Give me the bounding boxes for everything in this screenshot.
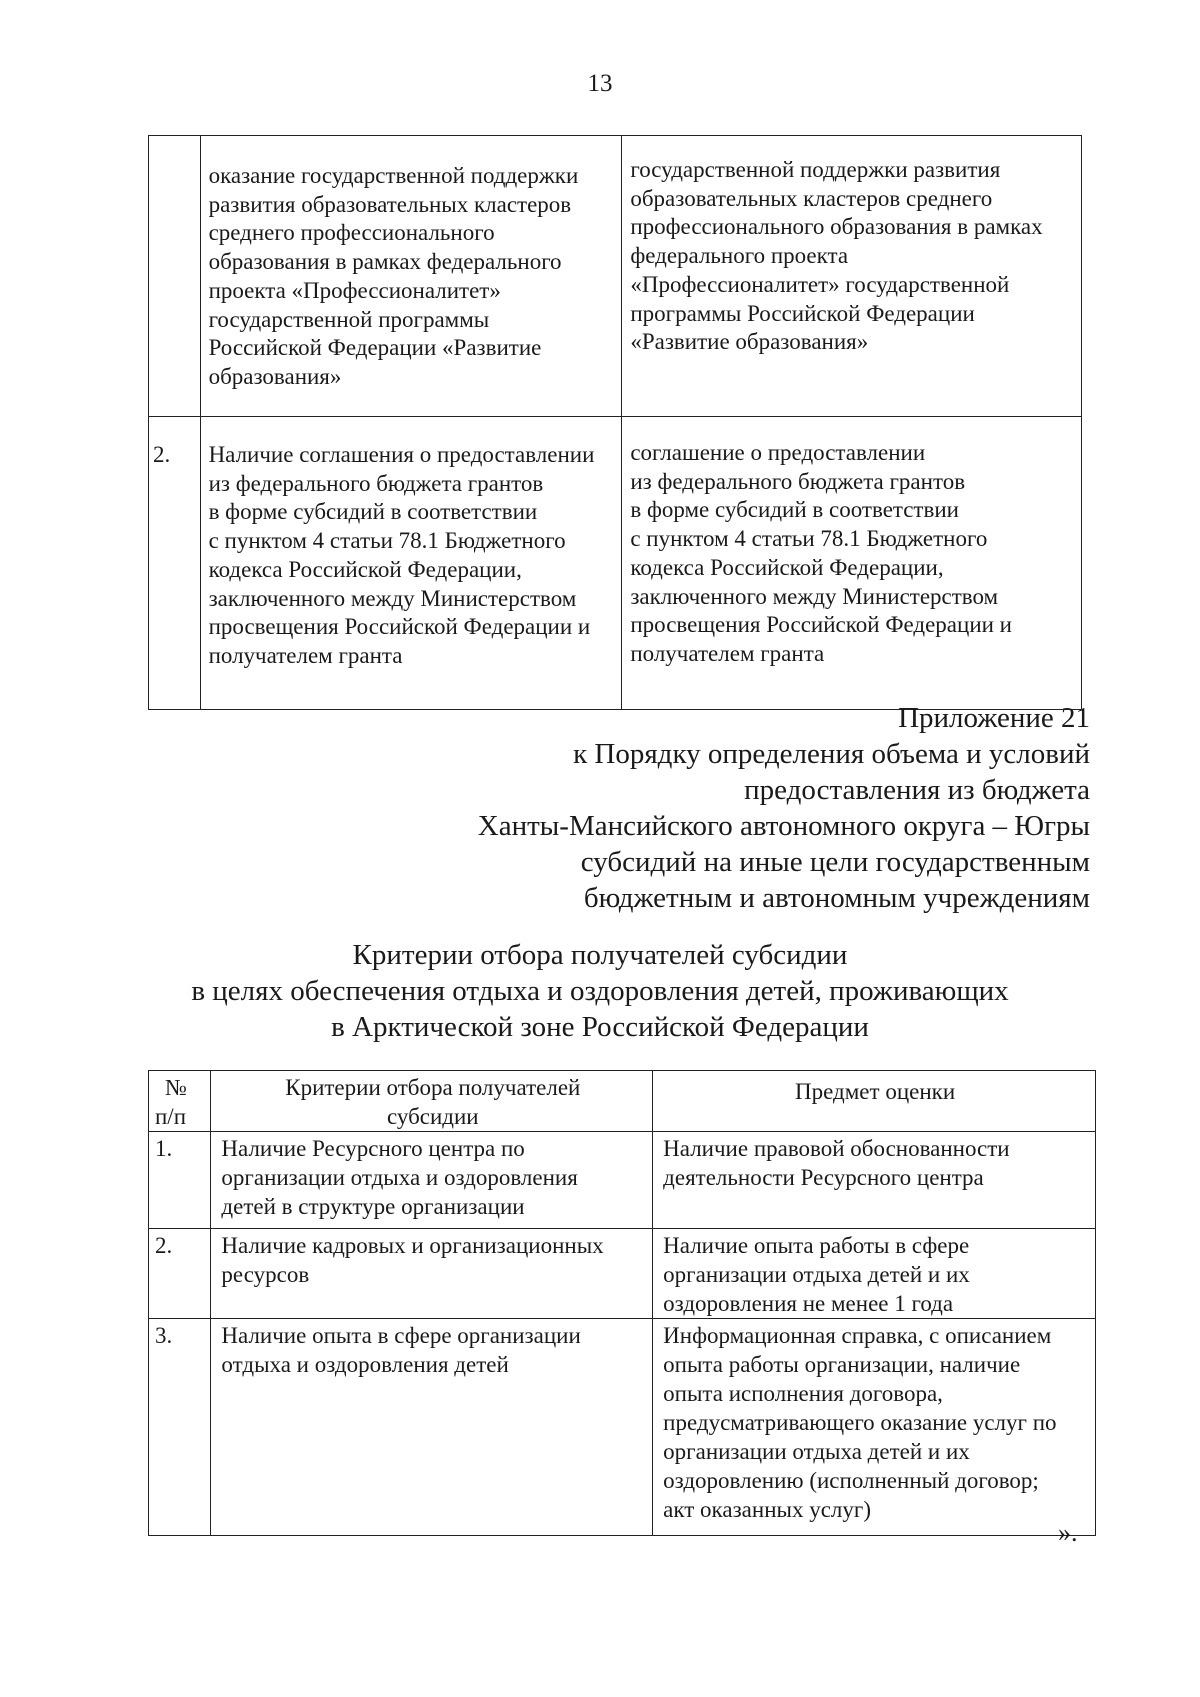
text-line: программы Российской Федерации (630, 300, 975, 326)
text-line: Наличие правовой обоснованности (663, 1136, 1010, 1161)
header-num (149, 1071, 211, 1132)
row-number: 3. (149, 1319, 211, 1536)
criterion-cell (200, 136, 622, 417)
text-line: Российской Федерации «Развитие (208, 335, 542, 361)
continuation-table (148, 135, 1082, 710)
text-line: предусматривающего оказание услуг по (663, 1410, 1057, 1435)
text-line: Наличие Ресурсного центра по (221, 1136, 525, 1161)
text-line: деятельности Ресурсного центра (663, 1165, 984, 1190)
text-line: из федерального бюджета грантов (630, 468, 966, 494)
subject-cell (653, 1319, 1096, 1536)
appendix-line: бюджетным и автономным учреждениям (583, 882, 1090, 914)
row-number: 1. (149, 1132, 211, 1229)
criterion-cell (211, 1319, 653, 1536)
text-line: «Развитие образования» (630, 329, 869, 355)
text-line: оздоровления не менее 1 года (663, 1291, 954, 1316)
text-line: кодекса Российской Федерации, (630, 554, 944, 580)
text-line: федерального проекта (630, 243, 849, 269)
text-line: заключенного между Министерством (208, 585, 577, 611)
criteria-title (0, 937, 1200, 1045)
table-row (149, 1132, 1096, 1229)
text-line: государственной поддержки развития (630, 157, 1001, 182)
subject-cell (622, 136, 1082, 417)
table-row (149, 136, 1082, 417)
text-line: с пунктом 4 статьи 78.1 Бюджетного (208, 528, 566, 554)
text-line: получателем гранта (630, 640, 825, 666)
header-line: субсидии (386, 1104, 479, 1129)
table-row (149, 1229, 1096, 1319)
title-line: в Арктической зоне Российской Федерации (331, 1011, 869, 1043)
table-row (149, 417, 1082, 710)
text-line: развития образовательных кластеров (208, 191, 572, 217)
text-line: организации отдыха и оздоровления (221, 1165, 578, 1190)
text-line: заключенного между Министерством (630, 583, 999, 609)
text-line: в форме субсидий в соответствии (630, 497, 959, 523)
text-line: соглашение о предоставлении (630, 440, 926, 465)
text-line: акт оказанных услуг) (663, 1497, 871, 1522)
text-line: организации отдыха детей и их (663, 1439, 970, 1464)
header-criterion (211, 1071, 653, 1132)
criterion-cell (200, 417, 622, 710)
text-line: отдыха и оздоровления детей (221, 1352, 509, 1377)
text-line: «Профессионалитет» государственной (630, 271, 1010, 297)
text-line: организации отдыха детей и их (663, 1262, 970, 1287)
title-line: Критерии отбора получателей субсидии (352, 939, 848, 971)
text-line: профессионального образования в рамках (630, 214, 1043, 240)
table-header-row (149, 1071, 1096, 1132)
text-line: оказание государственной поддержки (208, 163, 579, 188)
text-line: опыта исполнения договора, (663, 1381, 943, 1406)
appendix-line: к Порядку определения объема и условий (573, 738, 1090, 770)
criterion-cell (211, 1229, 653, 1319)
text-line: образовательных кластеров среднего (630, 185, 993, 211)
appendix-header (400, 700, 1090, 916)
text-line: Наличие опыта в сфере организации (221, 1323, 581, 1348)
text-line: в форме субсидий в соответствии (208, 499, 538, 525)
text-line: из федерального бюджета грантов (208, 470, 544, 496)
header-line: Критерии отбора получателей (285, 1075, 581, 1100)
appendix-line: субсидий на иные цели государственным (580, 846, 1090, 878)
appendix-line: Ханты-Мансийского автономного округа – Югры (477, 810, 1090, 842)
title-line: в целях обеспечения отдыха и оздоровления детей, проживающих (191, 975, 1009, 1007)
text-line: образования» (208, 363, 342, 389)
text-line: государственной программы (208, 306, 490, 332)
header-line: № (165, 1075, 187, 1100)
row-number (149, 136, 201, 417)
text-line: образования в рамках федерального (208, 249, 562, 275)
text-line: оздоровлению (исполненный договор; (663, 1468, 1039, 1493)
text-line: Информационная справка, с описанием (663, 1323, 1052, 1348)
text-line: Наличие опыта работы в сфере (663, 1233, 970, 1258)
text-line: просвещения Российской Федерации и (630, 612, 1012, 638)
text-line: кодекса Российской Федерации, (208, 556, 522, 582)
text-line: ресурсов (221, 1262, 310, 1287)
appendix-line: Приложение 21 (898, 702, 1090, 734)
page-number: 13 (587, 70, 613, 97)
subject-cell (653, 1229, 1096, 1319)
header-line: п/п (155, 1104, 187, 1129)
row-number: 2. (149, 417, 201, 710)
subject-cell (653, 1132, 1096, 1229)
text-line: проекта «Профессионалитет» (208, 277, 501, 303)
text-line: просвещения Российской Федерации и (208, 614, 591, 640)
appendix-line: предоставления из бюджета (744, 774, 1090, 806)
closing-quote-mark: ». (1058, 1518, 1078, 1547)
header-subject (653, 1071, 1096, 1132)
row-number: 2. (149, 1229, 211, 1319)
table-row (149, 1319, 1096, 1536)
text-line: опыта работы организации, наличие (663, 1352, 1021, 1377)
subject-cell (622, 417, 1082, 710)
text-line: Наличие кадровых и организационных (221, 1233, 604, 1258)
criteria-table (148, 1070, 1096, 1536)
text-line: детей в структуре организации (221, 1194, 525, 1219)
text-line: получателем гранта (208, 642, 403, 668)
text-line: с пунктом 4 статьи 78.1 Бюджетного (630, 526, 988, 552)
criterion-cell (211, 1132, 653, 1229)
header-line: Предмет оценки (795, 1079, 956, 1104)
text-line: Наличие соглашения о предоставлении (208, 442, 595, 467)
text-line: среднего профессионального (208, 220, 495, 246)
